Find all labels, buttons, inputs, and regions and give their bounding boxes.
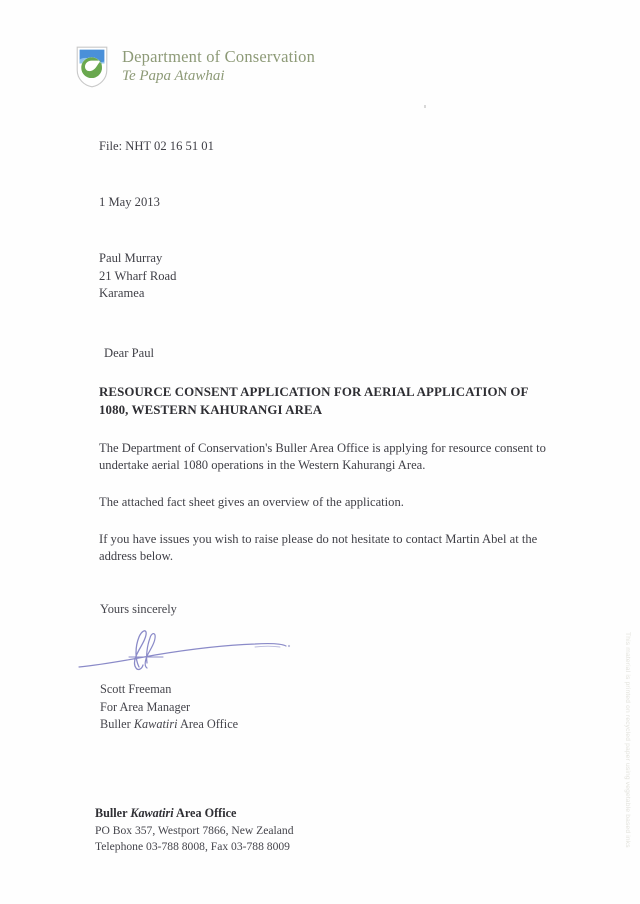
signer-role: For Area Manager <box>100 699 191 714</box>
recipient-town: Karamea <box>99 286 145 301</box>
footer-address: PO Box 357, Westport 7866, New Zealand <box>95 823 294 837</box>
scan-speck <box>424 105 426 108</box>
signer-office-italic: Kawatiri <box>133 717 178 732</box>
recipient-address-block <box>99 250 551 304</box>
letter-body <box>99 138 551 734</box>
letter-date: 1 May 2013 <box>99 195 160 210</box>
signoff-block <box>99 681 551 733</box>
signer-office <box>100 716 551 733</box>
recipient-street: 21 Wharf Road <box>99 268 177 283</box>
paragraph-1: The Department of Conservation's Buller Area Office is applying for resource consent to undertake aerial 1080 operations in the Western Kahurangi Area. <box>99 440 546 472</box>
handwritten-signature-icon <box>77 619 337 679</box>
signature-area <box>77 619 551 679</box>
signer-office-prefix: Buller <box>100 717 134 732</box>
recycled-paper-notice-text: This material is printed on recycled paper using vegetable based inks <box>624 632 631 848</box>
subject-heading: RESOURCE CONSENT APPLICATION FOR AERIAL APPLICATION OF 1080, WESTERN KAHURANGI AREA <box>99 385 528 417</box>
doc-shield-logo-icon <box>76 46 108 88</box>
organisation-name: Department of Conservation <box>122 47 316 66</box>
footer-contact: Telephone 03-788 8008, Fax 03-788 8009 <box>95 839 290 853</box>
recipient-name: Paul Murray <box>99 250 163 265</box>
letterhead <box>76 46 315 88</box>
footer <box>95 805 495 855</box>
file-reference: File: NHT 02 16 51 01 <box>99 139 214 153</box>
salutation: Dear Paul <box>104 346 155 361</box>
organisation-name-maori: Te Papa Atawhai <box>122 68 225 85</box>
signer-name: Scott Freeman <box>100 682 172 697</box>
footer-office <box>95 805 495 823</box>
footer-office-suffix: Area Office <box>173 806 237 820</box>
footer-office-prefix: Buller <box>95 806 131 820</box>
footer-office-italic: Kawatiri <box>130 806 174 820</box>
signer-office-suffix: Area Office <box>177 717 239 732</box>
letterhead-text <box>122 46 315 86</box>
closing-salutation: Yours sincerely <box>100 602 177 617</box>
recycled-paper-notice <box>621 632 635 852</box>
paragraph-2: The attached fact sheet gives an overview of the application. <box>99 494 404 509</box>
paragraph-3: If you have issues you wish to raise please do not hesitate to contact Martin Abel at the address below. <box>99 532 538 564</box>
